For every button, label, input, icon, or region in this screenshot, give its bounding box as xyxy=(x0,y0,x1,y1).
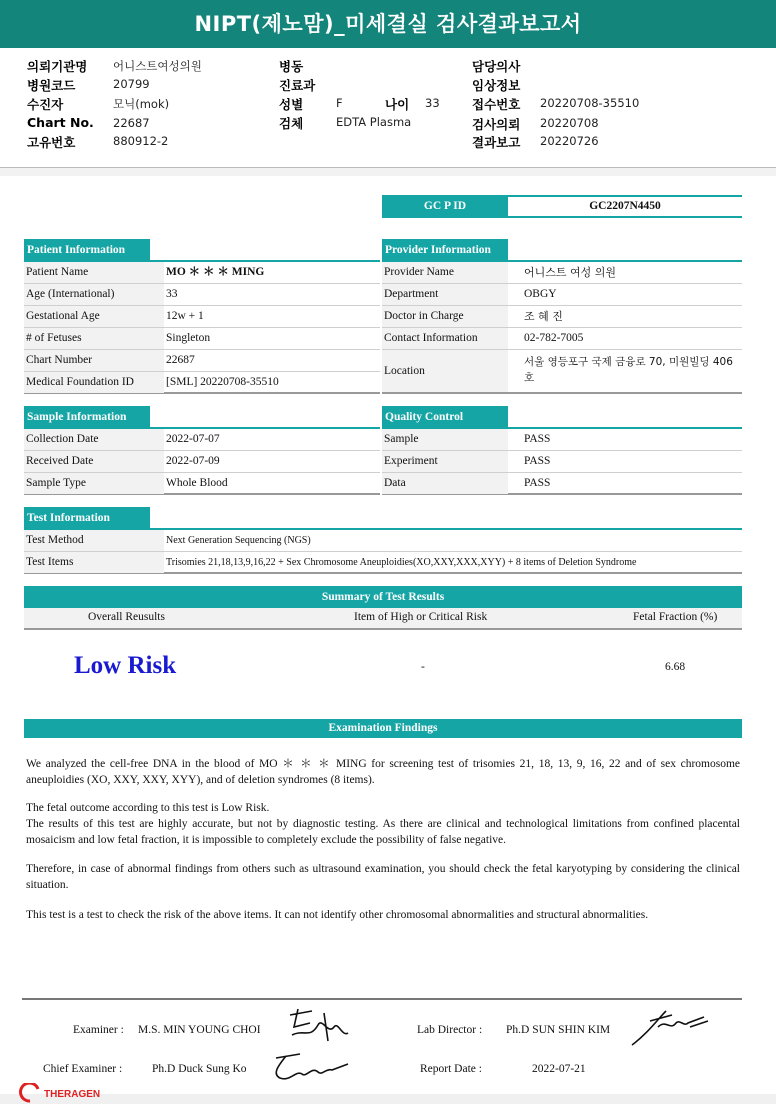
row-value: 어니스트 여성 의원 xyxy=(524,266,617,279)
fetal-fraction-value: 6.68 xyxy=(665,661,686,673)
clinical-info-label: 임상정보 xyxy=(472,78,521,93)
row-label: Collection Date xyxy=(24,429,164,450)
row-label: Test Method xyxy=(24,530,164,551)
department-label: 진료과 xyxy=(279,78,316,93)
findings-paragraph: The results of this test are highly accurate, but not by diagnostic testing. As there are clinical and technological limitations from confined placental mosaicism and low fetal fraction, it is impossible to completely exclude the possibility of false negative. xyxy=(26,818,740,846)
report-date-value: 2022-07-21 xyxy=(532,1063,586,1075)
specimen-label: 검체 xyxy=(279,116,304,131)
row-value: 02-782-7005 xyxy=(524,332,584,344)
receipt-no-value: 20220708-35510 xyxy=(540,96,640,110)
col-fetal-fraction: Fetal Fraction (%) xyxy=(633,611,718,623)
row-label: Sample xyxy=(382,429,508,450)
table-row xyxy=(382,451,742,473)
table-row xyxy=(24,284,380,306)
age-label: 나이 xyxy=(385,97,410,112)
table-row xyxy=(382,328,742,350)
row-label: Age (International) xyxy=(24,284,164,305)
examiner-signature xyxy=(284,1005,354,1045)
findings-outcome: The fetal outcome according to this test is Low Risk. xyxy=(26,802,270,814)
hospital-code-value: 20799 xyxy=(113,77,150,91)
lab-director-name: Ph.D SUN SHIN KIM xyxy=(506,1024,611,1036)
row-label: # of Fetuses xyxy=(24,328,164,349)
row-label: Provider Name xyxy=(382,262,508,283)
institution-value: 어니스트여성의원 xyxy=(113,59,202,73)
row-label: Sample Type xyxy=(24,473,164,494)
row-label: Department xyxy=(382,284,508,305)
unique-no-label: 고유번호 xyxy=(27,135,76,150)
table-row xyxy=(24,350,380,372)
request-date-value: 20220708 xyxy=(540,116,599,130)
row-label: Test Items xyxy=(24,552,164,573)
col-overall-results: Overall Reusults xyxy=(88,611,165,623)
row-value: 33 xyxy=(166,288,178,300)
table-row xyxy=(24,451,380,473)
row-label: Gestational Age xyxy=(24,306,164,327)
test-items-value: Trisomies 21,18,13,9,16,22 + Sex Chromosome Aneuploidies(XO,XXY,XXX,XYY) + 8 items of Deletion Syndrome xyxy=(166,557,637,568)
table-row xyxy=(382,262,742,284)
row-label: Location xyxy=(382,350,508,392)
sample-info-section xyxy=(24,406,380,494)
receipt-no-label: 접수번호 xyxy=(472,97,521,112)
row-label: Medical Foundation ID xyxy=(24,372,164,393)
test-info-section xyxy=(24,507,742,574)
chart-no-value: 22687 xyxy=(113,116,150,130)
report-date-value: 20220726 xyxy=(540,134,599,148)
sex-value: F xyxy=(336,96,343,110)
patient-info-section xyxy=(24,239,380,393)
specimen-value: EDTA Plasma xyxy=(336,115,412,129)
patient-info-heading: Patient Information xyxy=(24,239,150,262)
unique-no-value: 880912-2 xyxy=(113,134,169,148)
findings-heading: Examination Findings xyxy=(24,719,742,738)
examiner-label: Examiner : xyxy=(73,1024,124,1036)
doctor-label: 담당의사 xyxy=(472,59,521,74)
row-value: PASS xyxy=(524,433,551,445)
table-row xyxy=(24,473,380,495)
gcp-id-value: GC2207N4450 xyxy=(508,195,742,218)
row-value: PASS xyxy=(524,455,551,467)
location-value: 서울 영등포구 국제 금융로 70, 미원빌딩 406호 xyxy=(524,356,733,384)
row-value: 2022-07-07 xyxy=(166,433,220,445)
examiner-name: M.S. MIN YOUNG CHOI xyxy=(138,1024,261,1036)
row-label: Patient Name xyxy=(24,262,164,283)
row-label: Doctor in Charge xyxy=(382,306,508,327)
findings-paragraph: Therefore, in case of abnormal findings from others such as ultrasound examination, you should check the fetal karyotyping by considering the clinical situation. xyxy=(26,863,740,891)
row-label: Chart Number xyxy=(24,350,164,371)
row-label: Data xyxy=(382,473,508,494)
patient-value: 모닉(mok) xyxy=(113,97,170,111)
row-value: Next Generation Sequencing (NGS) xyxy=(166,535,311,546)
findings-paragraph: We analyzed the cell-free DNA in the blood of MO ＊ ＊ ＊ MING for screening test of trisomies 21, 18, 13, 9, 16, 22 and of sex chromosome aneuploidies (XO, XXY, XXY, XYY), and of deletion syndromes (8 items). xyxy=(26,758,740,786)
row-value: Singleton xyxy=(166,332,211,344)
lab-director-label: Lab Director : xyxy=(417,1024,483,1036)
age-value: 33 xyxy=(425,96,440,110)
patient-name-value: MO ＊ ＊ ＊ MING xyxy=(166,266,265,278)
report-header xyxy=(0,48,776,168)
table-row xyxy=(24,429,380,451)
summary-columns xyxy=(24,608,742,630)
table-row xyxy=(24,328,380,350)
row-value: PASS xyxy=(524,477,551,489)
provider-info-section xyxy=(382,239,742,393)
table-row xyxy=(382,429,742,451)
report-date-label: Report Date : xyxy=(420,1063,482,1075)
theragen-logo xyxy=(18,1083,118,1103)
overall-result-value: Low Risk xyxy=(74,652,177,679)
table-row xyxy=(382,306,742,328)
row-value: 22687 xyxy=(166,354,195,366)
request-label: 검사의뢰 xyxy=(472,117,521,132)
table-row xyxy=(382,350,742,394)
table-row xyxy=(382,284,742,306)
institution-label: 의뢰기관명 xyxy=(27,59,88,74)
ward-label: 병동 xyxy=(279,59,304,74)
test-info-heading: Test Information xyxy=(24,507,150,530)
chief-examiner-label: Chief Examiner : xyxy=(43,1063,123,1075)
chief-examiner-signature xyxy=(266,1052,352,1088)
sex-label: 성별 xyxy=(279,97,304,112)
table-row xyxy=(24,306,380,328)
logo-text: THERAGEN xyxy=(44,1089,101,1100)
gcp-id-label: GC P ID xyxy=(382,195,508,218)
report-label: 결과보고 xyxy=(472,135,521,150)
row-value: [SML] 20220708-35510 xyxy=(166,376,279,388)
signature-divider xyxy=(22,998,742,1000)
summary-heading: Summary of Test Results xyxy=(24,586,742,608)
col-high-risk-item: Item of High or Critical Risk xyxy=(354,611,488,623)
header-divider xyxy=(0,168,776,176)
table-row xyxy=(382,473,742,495)
table-row xyxy=(24,262,380,284)
chart-no-label: Chart No. xyxy=(27,115,94,130)
row-label: Contact Information xyxy=(382,328,508,349)
table-row xyxy=(24,372,380,394)
row-label: Experiment xyxy=(382,451,508,472)
row-value: 조 혜 진 xyxy=(524,310,563,323)
report-title: NIPT(제노맘)_미세결실 검사결과보고서 xyxy=(0,0,776,48)
high-risk-item-value: - xyxy=(421,661,425,673)
patient-label: 수진자 xyxy=(27,97,64,112)
findings-paragraph: This test is a test to check the risk of the above items. It can not identify other chromosomal abnormalities and structural abnormalities. xyxy=(26,909,649,921)
row-label: Received Date xyxy=(24,451,164,472)
row-value: OBGY xyxy=(524,288,557,300)
quality-control-heading: Quality Control xyxy=(382,406,508,429)
provider-info-heading: Provider Information xyxy=(382,239,508,262)
row-value: 2022-07-09 xyxy=(166,455,220,467)
sample-info-heading: Sample Information xyxy=(24,406,150,429)
hospital-code-label: 병원코드 xyxy=(27,78,76,93)
chief-examiner-name: Ph.D Duck Sung Ko xyxy=(152,1063,247,1075)
row-value: 12w + 1 xyxy=(166,310,204,322)
table-row xyxy=(24,530,742,552)
summary-values xyxy=(24,640,742,700)
table-row xyxy=(24,552,742,574)
row-value: Whole Blood xyxy=(166,477,228,489)
lab-director-signature xyxy=(628,1005,712,1051)
quality-control-section xyxy=(382,406,742,494)
